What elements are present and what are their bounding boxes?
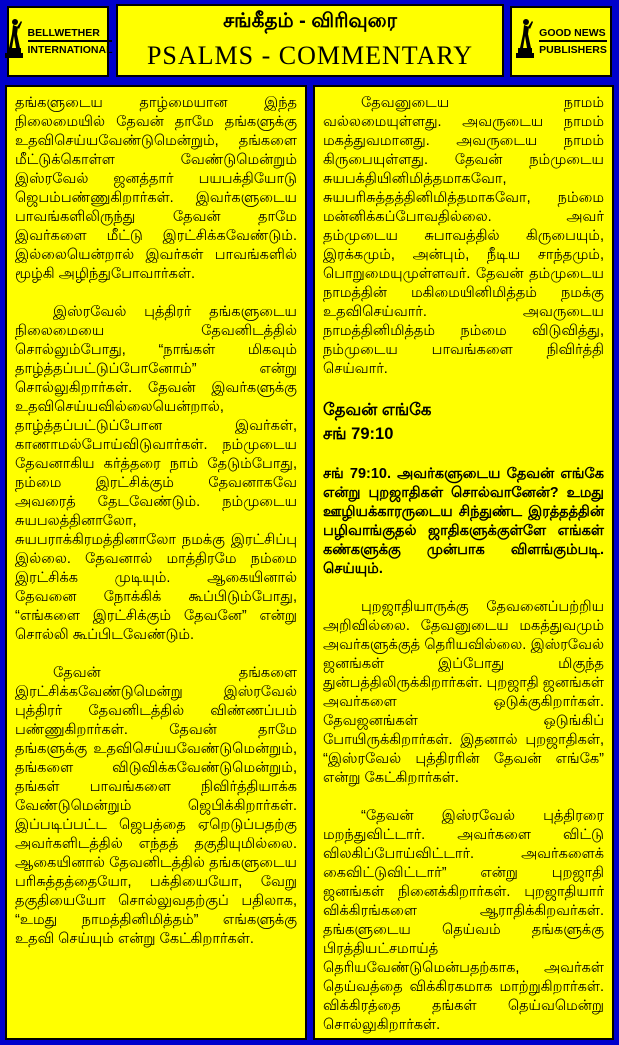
paragraph: “தேவன் இஸ்ரவேல் புத்திரரை மறந்துவிட்டார். அவர்களை விட்டு விலகிப்போய்விட்டார். அவர்களைக் கைவிட்டுவிட்டார்” என்று புறஜாதி ஜனங்கள் நினைக்கிறார்கள். புறஜாதியார் விக்கிரங்களை ஆராதிக்கிறவர்கள். தங்களுடைய தெய்வம் தங்களுக்கு பிரத்தியட்சமாய்த் தெரியவேண்டுமென்பதற்காக, அவர்கள் தெய்வத்தை விக்கிரகமாக மாற்றுகிறார்கள். விக்கிரத்தை தங்கள் தெய்வமென்று சொல்லுகிறார்கள்.	[323, 808, 604, 1033]
title-box	[116, 4, 504, 77]
section-heading	[323, 398, 604, 446]
section-heading-title: தேவன் எங்கே	[323, 401, 432, 419]
title-english: PSALMS - COMMENTARY	[146, 41, 474, 70]
paragraph: இஸ்ரவேல் புத்திரர் தங்களுடைய நிலைமையை தேவனிடத்தில் சொல்லும்போது, “நாங்கள் மிகவும் தாழ்த்தப்பட்டுப்போனோம்” என்று சொல்லுகிறார்கள். தேவன் இவர்களுக்கு உதவிசெய்யவில்லையென்றால், தாழ்த்தப்பட்டுப்போன இவர்கள், காணாமல்போய்விடுவார்கள். நம்முடைய தேவனாகிய கர்த்தரை நாம் தேடும்போது, நம்மை இரட்சிக்கும் தேவனாகவே அவரைத் தேடவேண்டும். நம்முடைய சுயபலத்தினாலோ, சுயபராக்கிரமத்தினாலோ நமக்கு இரட்சிப்பு இல்லை. தேவனால் மாத்திரமே நம்மை இரட்சிக்க முடியும். ஆகையினால் தேவனை நோக்கிக் கூப்பிடும்போது, “எங்களை இரட்சிக்கும் தேவனே” என்று சொல்லி கூப்பிடவேண்டும்.	[15, 304, 297, 643]
right-text-column	[313, 85, 614, 1040]
verse-paragraph: சங் 79:10. அவர்களுடைய தேவன் எங்கே என்று புறஜாதிகள் சொல்வானேன்? உமது ஊழியக்காரருடைய சிந்துண்ட இரத்தத்தின் பழிவாங்குதல் ஜாதிகளுக்குள்ளே எங்கள் கண்களுக்கு முன்பாக விளங்கும்படி. செய்யும்.	[323, 466, 604, 577]
section-heading-reference: சங் 79:10	[323, 425, 394, 443]
paragraph: தேவனுடைய நாமம் வல்லமையுள்ளது. அவருடைய நாமம் மகத்துவமானது. அவருடைய நாமம் கிருபையுள்ளது. தேவன் நம்முடைய சுயபக்தியினிமித்தமாகவோ, சுயபரிசுத்தத்தினிமித்தமாகவோ, நம்மை மன்னிக்கப்போவதில்லை. அவர் தம்முடைய சுபாவத்தில் கிருபையும், இரக்கமும், அன்பும், நீடிய சாந்தமும், பொறுமையுமுள்ளவர். தேவன் தம்முடைய நாமத்தின் மகிமையினிமித்தம் நமக்கு உதவிசெய்வார். அவருடைய நாமத்தினிமித்தம் நம்மை விடுவித்து, நம்முடைய பாவங்களை நிவிர்த்தி செய்வார்.	[323, 95, 604, 377]
paragraph: தேவன் தங்களை இரட்சிக்கவேண்டுமென்று இஸ்ரவேல் புத்திரர் தேவனிடத்தில் விண்ணப்பம் பண்ணுகிறார்கள். தேவன் தாமே தங்களுக்கு உதவிசெய்யவேண்டுமென்றும், தங்களை விடுவிக்கவேண்டுமென்றும், தங்கள் பாவங்களை நிவிர்த்தியாக்க வேண்டுமென்றும் ஜெபிக்கிறார்கள். இப்படிப்பட்ட ஜெபத்தை ஏறெடுப்பதற்கு அவர்களிடத்தில் எந்தத் தகுதியுமில்லை. ஆகையினால் தேவனிடத்தில் தங்களுடைய பரிசுத்தத்தையோ, பக்தியையோ, வேறு தகுதியையோ சொல்லுவதற்குப் பதிலாக, “உமது நாமத்தினிமித்தம்” எங்களுக்கு உதவி செய்யும் என்று கேட்கிறார்கள்.	[15, 665, 297, 947]
goodnews-logo-line2: PUBLISHERS	[539, 44, 607, 56]
statue-icon	[4, 18, 24, 66]
bellwether-logo-line1: BELLWETHER	[28, 27, 113, 42]
goodnews-logo-text	[539, 27, 607, 56]
paragraph: தங்களுடைய தாழ்மையான இந்த நிலைமையில் தேவன் தாமே தங்களுக்கு உதவிசெய்யவேண்டுமென்றும், தங்களை மீட்டுக்கொள்ள வேண்டுமென்றும் இஸ்ரவேல் ஜனத்தார் பயபக்தியோடு ஜெபம்பண்ணுகிறார்கள். இவர்களுடைய பாவங்களிலிருந்து தேவன் தாமே இவர்களை மீட்டு இரட்சிக்கவேண்டும். இல்லையென்றால் இவர்கள் பாவங்களில் மூழ்கி அழிந்துபோவார்கள்.	[15, 95, 297, 282]
bellwether-logo-text	[28, 27, 113, 56]
paragraph: புறஜாதியாருக்கு தேவனைப்பற்றிய அறிவில்லை. தேவனுடைய மகத்துவமும் அவர்களுக்குத் தெரியவில்லை. இஸ்ரவேல் ஜனங்கள் இப்போது மிகுந்த துன்பத்திலிருக்கிறார்கள். புறஜாதி ஜனங்கள் அவர்களை ஒடுக்குகிறார்கள். தேவஜனங்கள் ஒடுங்கிப் போயிருக்கிறார்கள். இதனால் புறஜாதிகள், “இஸ்ரவேல் புத்திரரின் தேவன் எங்கே” என்று கேட்கிறார்கள்.	[323, 599, 605, 786]
goodnews-logo-box	[510, 6, 612, 77]
bellwether-logo-line2: INTERNATIONAL	[27, 44, 113, 56]
bellwether-logo-box	[7, 6, 113, 77]
left-text-column	[5, 85, 307, 1040]
title-tamil: சங்கீதம் - விரிவுரை	[223, 10, 397, 32]
statue-icon	[515, 18, 535, 66]
goodnews-logo-line1: GOOD NEWS	[539, 27, 607, 42]
